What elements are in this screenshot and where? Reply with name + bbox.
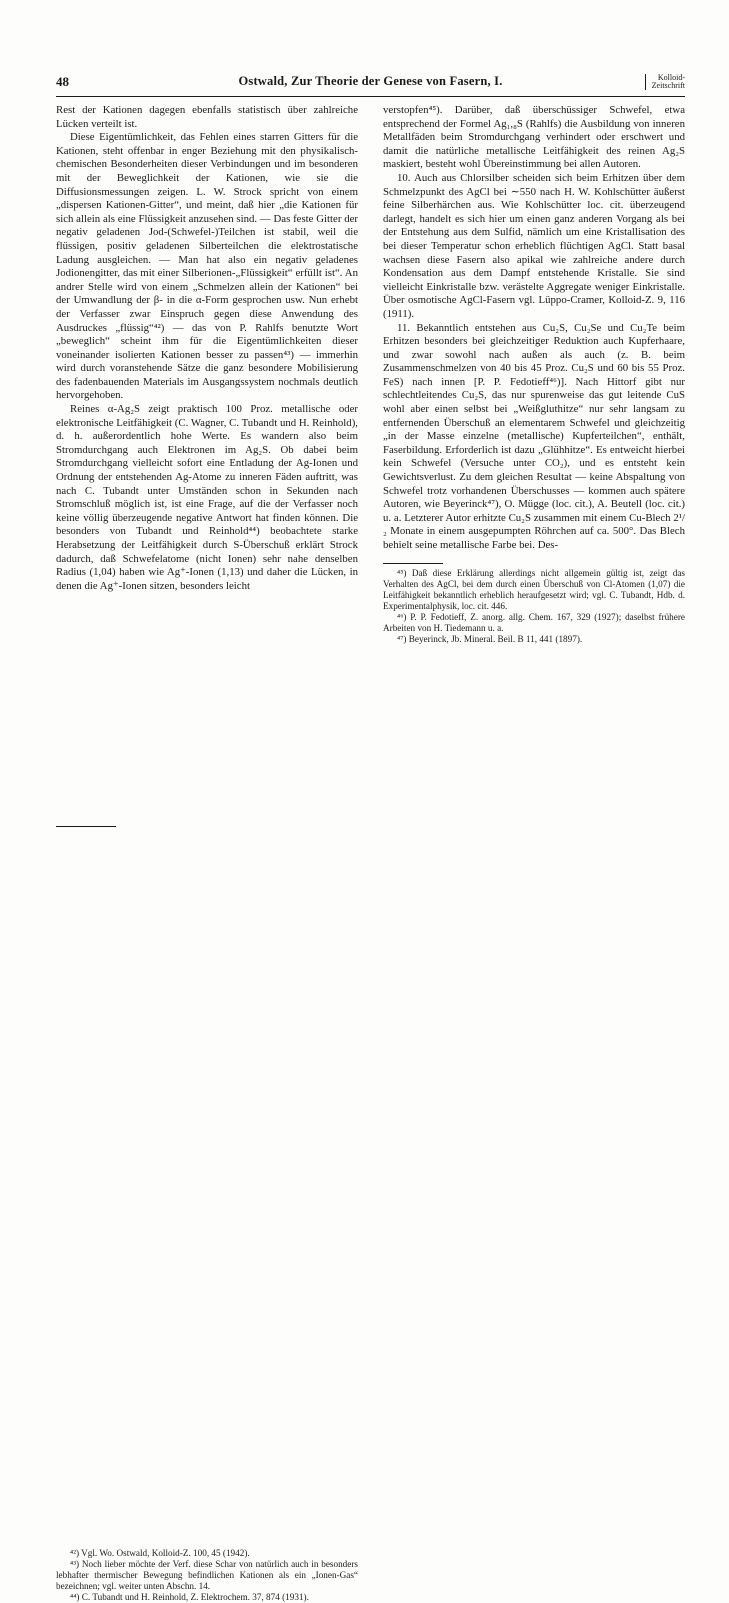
right-column [383, 104, 685, 645]
journal-name-line-2: Zeitschrift [651, 81, 685, 90]
right-footnotes [383, 568, 685, 645]
paragraph: verstopfen⁴⁵). Darüber, daß überschüssiger Schwefel, etwa entsprechend der Formel Ag₁,₈S (Rahlfs) die Ausbildung von inneren Metallfäden beim Stromdurchgang verhindert oder erschwert und damit die natürliche metallische Leitfähigkeit des reinen Ag₂S maskiert, besteht wohl Übereinstimmung bei allen Autoren. [383, 104, 685, 171]
footnote-47: ⁴⁷) Beyerinck, Jb. Mineral. Beil. B 11, 441 (1897). [397, 633, 583, 644]
left-footnote-area [56, 826, 358, 1602]
paragraph: 10. Auch aus Chlorsilber scheiden sich beim Erhitzen über dem Schmelzpunkt des AgCl bei ∼550 nach H. W. Kohlschütter äußerst feine Silberhärchen aus. Wie Kohlschütter loc. cit. überzeugend darlegt, handelt es sich hier um einen ganz anderen Vorgang als bei der Entstehung aus dem Sulfid, nämlich um eine Kristallisation des bei dieser Temperatur schon erheblich flüchtigen AgCl. Statt basal wachsen diese Fasern also apikal wie zahlreiche andere durch Kondensation aus dem Dampf entstehende Kristalle. Sie sind vielleicht Einkristalle bzw. verästelte Aggregate weniger Einkristalle. Über osmotische AgCl-Fasern vgl. Lüppo-Cramer, Kolloid-Z. 9, 116 (1911). [383, 171, 685, 320]
journal-name [645, 74, 685, 90]
left-footnotes [56, 1548, 358, 1603]
paragraph: 11. Bekanntlich entstehen aus Cu₂S, Cu₂Se und Cu₂Te beim Erhitzen besonders bei gleichzeitiger Reduktion auch Kupferhaare, und zwar sowohl nach außen als auch (z. B. beim Zusammenschmelzen von 40 bis 45 Proz. Cu₂S und 60 bis 55 Proz. FeS) nach innen [P. P. Fedotieff⁴⁶)]. Nach Hittorf gibt nur schlechtleitendes Cu₂S, das nur spurenweise das gut leitende CuS wohl aber einen selbst bei „Weißgluthitze“ nur sehr langsam zu entfernenden Überschuß an elementarem Schwefel und gleichzeitig „in der Masse einzelne (metallische) Kupferteilchen“, enthält, Faserbildung. Erforderlich ist dazu „Glühhitze“. Es entweicht hierbei kein Schwefel (Versuche unter CO₂), und es entsteht kein Gewichtsverlust. Zu dem gleichen Resultat — keine Abspaltung von Schwefel trotz vorhandenen Überschusses — kommen auch spätere Autoren, wie Beyerinck⁴⁷), O. Mügge (loc. cit.), A. Beutell (loc. cit.) u. a. Letzterer Autor erhitzte Cu₂S zusammen mit einem Cu-Blech 2¹/₂ Monate in einem ausgepumpten Röhrchen auf ca. 500°. Das Blech behielt seine metallische Farbe bei. Des- [383, 321, 685, 551]
footnote-rule [383, 563, 443, 564]
journal-name-line-1: Kolloid- [657, 73, 685, 82]
paragraph: Diese Eigentümlichkeit, das Fehlen eines starren Gitters für die Kationen, steht offenbar in enger Beziehung mit den physikalisch-chemischen Besonderheiten dieser Verbindungen und im besonderen mit der Beweglichkeit der Kationen, wie sie die Diffusionsmessungen zeigen. L. W. Strock spricht von einem „dispersen Kationen-Gitter“, und meint, daß hier „die Kationen für sich allein als eine Flüssigkeit anzusehen sind. — Das feste Gitter der negativ geladenen Jod-(Schwefel-)Teilchen ist stabil, weil die flüssigen, positiv geladenen Silberteilchen die elektrostatische Ladung ausgleichen. — Man hat also ein negativ geladenes Jodionengitter, das mit einer Silberionen-„Flüssigkeit“ erfüllt ist“. An andrer Stelle wird von einem „Schmelzen allein der Kationen“ bei der Umwandlung der β- in die α-Form gesprochen usw. Nun erhebt der Verfasser zwar Einspruch gegen diese Anwendung des Ausdruckes „flüssig“⁴²) — das von P. Rahlfs benutzte Wort „beweglich“ scheint ihm für die Eigentümlichkeiten dieser voneinander isolierten Kationen besser zu passen⁴³) — immerhin wird durch voranstehende Sätze die ganz besondere Mobilisierung des fadenbauenden Materials im Ausgangssystem nochmals deutlich hervorgehoben. [56, 131, 358, 402]
footnote-42: ⁴²) Vgl. Wo. Ostwald, Kolloid-Z. 100, 45 (1942). [70, 1548, 250, 1558]
page-header [56, 74, 685, 98]
paragraph: Rest der Kationen dagegen ebenfalls statistisch über zahlreiche Lücken verteilt ist. [56, 104, 358, 130]
footnote-rule [56, 826, 116, 827]
running-title: Ostwald, Zur Theorie der Genese von Fasern, I. [238, 74, 503, 88]
footnote-43: ⁴³) Noch lieber möchte der Verf. diese Schar von natürlich auch in besonders lebhafter thermischer Bewegung befindlichen Kationen als ein „Ionen-Gas“ bezeichnen; vgl. weiter unten Abschn. 14. [56, 1559, 358, 1591]
left-column [56, 104, 358, 593]
footnote-44: ⁴⁴) C. Tubandt und H. Reinhold, Z. Elektrochem. 37, 874 (1931). [70, 1592, 309, 1602]
header-rule [56, 96, 685, 97]
paragraph: Reines α-Ag₂S zeigt praktisch 100 Proz. metallische oder elektronische Leitfähigkeit (C. Wagner, C. Tubandt und H. Reinhold), d. h. außerordentlich hohe Werte. Es wandern also beim Stromdurchgang auch Elektronen im Ag₂S. Ob dabei beim Stromdurchgang vielleicht sofort eine Entladung der Ag-Ionen und Ordnung der entstehenden Ag-Atome zu inneren Fäden auftritt, was nach C. Tubandt unter Umständen schon in Sekunden nach Stromschluß möglich ist, ist eine Frage, auf die der Verfasser noch keine völlig überzeugende negative Antwort hat finden können. Die besonders von Tubandt und Reinhold⁴⁴) beobachtete starke Herabsetzung der Leitfähigkeit durch S-Überschuß erklärt Strock dadurch, daß Schwefelatome (nicht Ionen) sehr nahe denselben Radius (1,04) haben wie Ag⁺-Ionen (1,13) und daher die Lücken, in denen die Ag⁺-Ionen sitzen, besonders leicht [56, 403, 358, 592]
footnote-45: ⁴⁵) Daß diese Erklärung allerdings nicht allgemein gültig ist, zeigt das Verhalten des AgCl, bei dem durch einen Überschuß von Cl-Atomen (1,07) die Leitfähigkeit bekanntlich erheblich heraufgesetzt wird; vgl. C. Tubandt, Hdb. d. Experimentalphysik, loc. cit. 446. [383, 567, 685, 611]
footnote-46: ⁴⁶) P. P. Fedotieff, Z. anorg. allg. Chem. 167, 329 (1927); daselbst frühere Arbeiten von H. Tiedemann u. a. [383, 611, 685, 633]
page-number: 48 [56, 74, 69, 89]
